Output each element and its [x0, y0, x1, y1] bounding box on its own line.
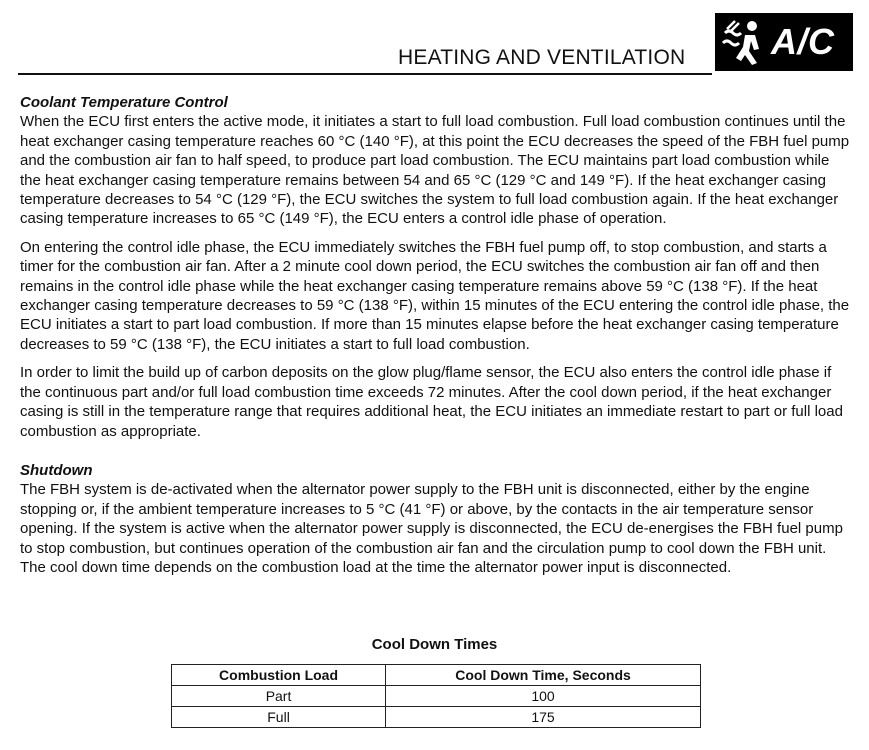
paragraph: In order to limit the build up of carbon deposits on the glow plug/flame sensor, the ECU also enters the control idle phase if the continuous part and/or full load combustion time exceeds 72 minutes. After the cool down period, if the heat exchanger casing is still in the temperature range that requires additional heat, the ECU initiates an immediate restart to part or full load combustion as appropriate.: [20, 364, 843, 440]
badge-text: A/C: [771, 21, 835, 62]
table-title: Cool Down Times: [371, 636, 498, 653]
cool-down-table: [171, 664, 701, 728]
table-cell: Full: [172, 707, 386, 728]
column-header: Combustion Load: [172, 665, 386, 686]
document-body: [20, 93, 850, 586]
person-heat-airflow-icon: [721, 17, 767, 67]
column-header: Cool Down Time, Seconds: [386, 665, 701, 686]
section-badge: [715, 13, 853, 71]
header-title: HEATING AND VENTILATION: [398, 46, 686, 69]
paragraph: The FBH system is de-activated when the alternator power supply to the FBH unit is disconnected, either by the engine stopping or, if the ambient temperature increases to 5 °C (41 °F) or above, by the contacts in the air temperature sensor opening. If the system is active when the alternator power supply is disconnected, the ECU de-energises the FBH fuel pump to stop combustion, but continues operation of the combustion air fan and the circulation pump to cool down the FBH unit. The cool down time depends on the combustion load at the time the alternator power input is disconnected.: [20, 481, 843, 576]
table-cell: Part: [172, 686, 386, 707]
table-cell: 100: [386, 686, 701, 707]
header-rule: [18, 73, 712, 75]
table-row: [172, 686, 701, 707]
section-title: Coolant Temperature Control: [20, 94, 228, 111]
table-row: [172, 707, 701, 728]
table-header-row: [172, 665, 701, 686]
section-title: Shutdown: [20, 461, 93, 479]
paragraph: On entering the control idle phase, the ECU immediately switches the FBH fuel pump off, to stop combustion, and starts a timer for the combustion air fan. After a 2 minute cool down period, the ECU switches the combustion air fan off and then remains in the control idle phase while the heat exchanger casing temperature remains above 59 °C (138 °F). If the heat exchanger casing temperature decreases to 59 °C (138 °F), within 15 minutes of the ECU entering the control idle phase, the ECU initiates a start to part load combustion. If more than 15 minutes elapse before the heat exchanger casing temperature decreases to 59 °C (138 °F), the ECU initiates a start to full load combustion.: [20, 238, 850, 353]
table-cell: 175: [386, 707, 701, 728]
paragraph: When the ECU first enters the active mode, it initiates a start to full load combustion. Full load combustion continues until the heat exchanger casing temperature reaches 60 °C (140 °F), at this point the ECU decreases the speed of the FBH fuel pump and the combustion air fan to half speed, to produce part load combustion. The ECU maintains part load combustion while the heat exchanger casing temperature remains between 54 and 65 °C (129 °C and 149 °F). If the heat exchanger casing temperature decreases to 54 °C (129 °F), the ECU switches the system to full load combustion again. If the heat exchanger casing temperature increases to 65 °C (149 °F), the ECU enters a control idle phase of operation.: [20, 113, 850, 228]
